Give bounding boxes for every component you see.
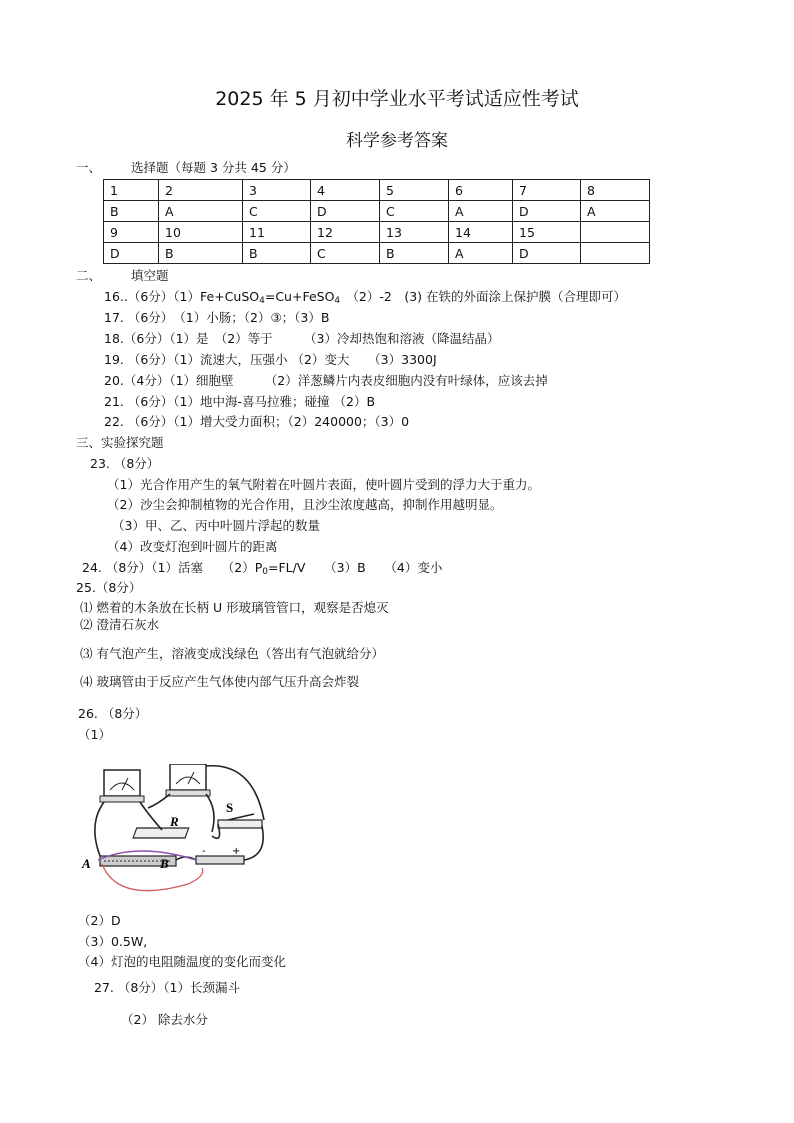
- battery-icon: [196, 846, 244, 864]
- table-cell: D: [513, 243, 581, 264]
- answer-q27-2: （2） 除去水分: [121, 1012, 208, 1027]
- table-cell: B: [243, 243, 311, 264]
- answer-q18: 18.（6分）（1）是 （2）等于 （3）冷却热饱和溶液（降温结晶）: [104, 331, 500, 346]
- table-cell: 11: [243, 222, 311, 243]
- answer-q23-1: （1）光合作用产生的氧气附着在叶圆片表面，使叶圆片受到的浮力大于重力。: [107, 477, 540, 492]
- answer-q22: 22. （6分）（1）增大受力面积；（2）240000；（3）0: [104, 414, 410, 429]
- label-s: S: [226, 800, 234, 815]
- table-cell: A: [159, 201, 243, 222]
- table-cell: 5: [380, 180, 449, 201]
- answer-q27: 27. （8分）（1）长颈漏斗: [94, 980, 241, 995]
- circuit-diagram: [78, 764, 278, 899]
- table-cell: [581, 222, 650, 243]
- table-cell: 9: [104, 222, 159, 243]
- table-cell: D: [311, 201, 380, 222]
- q24-part-a: 24. （8分）（1）活塞 （2）P: [82, 560, 263, 575]
- annotation-red-line: [102, 864, 203, 891]
- answer-q23-4: （4）改变灯泡到叶圆片的距离: [107, 539, 278, 554]
- page-title: 2025 年 5 月初中学业水平考试适应性考试: [215, 88, 579, 110]
- table-cell: C: [243, 201, 311, 222]
- page-subtitle: 科学参考答案: [346, 131, 448, 151]
- table-cell: 3: [243, 180, 311, 201]
- answer-q21: 21. （6分）（1）地中海-喜马拉雅；碰撞 （2）B: [104, 394, 376, 409]
- table-cell: 13: [380, 222, 449, 243]
- table-cell: [581, 243, 650, 264]
- q16-part-a: 16..（6分）（1）Fe+CuSO: [104, 289, 260, 304]
- answer-q23-3: （3）甲、乙、丙中叶圆片浮起的数量: [112, 518, 320, 533]
- label-r: R: [170, 814, 179, 829]
- table-cell: 8: [581, 180, 650, 201]
- section3-heading: 三、实验探究题: [76, 435, 164, 450]
- voltmeter-icon: [166, 764, 210, 796]
- table-cell: B: [159, 243, 243, 264]
- section2-number: 二、: [76, 268, 102, 283]
- answer-q26-2: （2）D: [78, 913, 121, 928]
- ammeter-icon: [100, 770, 144, 802]
- table-row: [104, 243, 650, 264]
- table-row: [104, 201, 650, 222]
- answer-q25-4: ⑷ 玻璃管由于反应产生气体使内部气压升高会炸裂: [80, 674, 359, 689]
- answer-q16: [104, 289, 626, 309]
- answer-q19: 19. （6分）（1）流速大，压强小 （2）变大 （3）3300J: [104, 352, 437, 367]
- q16-subscript-1: 4: [259, 296, 265, 306]
- table-cell: A: [449, 243, 513, 264]
- q24-subscript: 0: [262, 567, 268, 577]
- label-plus: +: [232, 846, 241, 857]
- answer-q26: 26. （8分）: [78, 706, 148, 721]
- answer-q26-4: （4）灯泡的电阻随温度的变化而变化: [78, 954, 286, 969]
- table-cell: 2: [159, 180, 243, 201]
- answer-q24: [82, 560, 442, 580]
- section2-heading: 填空题: [131, 268, 169, 283]
- answer-q25-3: ⑶ 有气泡产生，溶液变成浅绿色（答出有气泡就给分）: [80, 646, 384, 661]
- table-cell: A: [449, 201, 513, 222]
- answer-q26-1: （1）: [78, 727, 111, 742]
- resistor-icon: [133, 814, 189, 838]
- answer-q25-1: ⑴ 燃着的木条放在长柄 U 形玻璃管管口，观察是否熄灭: [80, 600, 389, 615]
- q16-part-b: =Cu+FeSO: [264, 289, 335, 304]
- table-cell: C: [380, 201, 449, 222]
- switch-icon: [218, 800, 262, 828]
- table-cell: 4: [311, 180, 380, 201]
- table-cell: 10: [159, 222, 243, 243]
- table-cell: D: [513, 201, 581, 222]
- label-minus: -: [202, 846, 206, 857]
- table-cell: 6: [449, 180, 513, 201]
- label-a: A: [82, 856, 91, 871]
- table-cell: A: [581, 201, 650, 222]
- answer-table: [103, 179, 650, 264]
- label-b: B: [160, 856, 169, 871]
- answer-q23-2: （2）沙尘会抑制植物的光合作用，且沙尘浓度越高，抑制作用越明显。: [107, 497, 503, 512]
- q16-part-c: （2）-2 (3) 在铁的外面涂上保护膜（合理即可）: [352, 289, 627, 304]
- table-cell: 15: [513, 222, 581, 243]
- answer-q20: 20.（4分）（1）细胞壁 （2）洋葱鳞片内表皮细胞内没有叶绿体，应该去掉: [104, 373, 548, 388]
- table-cell: 14: [449, 222, 513, 243]
- answer-q23: 23. （8分）: [90, 456, 160, 471]
- answer-q25: 25.（8分）: [76, 580, 142, 595]
- table-cell: B: [380, 243, 449, 264]
- section1-heading: 选择题（每题 3 分共 45 分）: [131, 160, 296, 175]
- table-cell: D: [104, 243, 159, 264]
- table-row: [104, 180, 650, 201]
- rheostat-icon: [81, 856, 176, 871]
- answer-q17: 17. （6分） （1）小肠；（2）③；（3）B: [104, 310, 330, 325]
- table-cell: B: [104, 201, 159, 222]
- q24-part-b: =FL/V （3）B （4）变小: [267, 560, 443, 575]
- table-row: [104, 222, 650, 243]
- answer-q25-2: ⑵ 澄清石灰水: [80, 617, 159, 632]
- table-cell: 1: [104, 180, 159, 201]
- q16-subscript-2: 4: [334, 296, 341, 306]
- table-cell: 12: [311, 222, 380, 243]
- table-cell: 7: [513, 180, 581, 201]
- table-cell: C: [311, 243, 380, 264]
- answer-q26-3: （3）0.5W,: [78, 934, 148, 949]
- section1-number: 一、: [76, 160, 102, 175]
